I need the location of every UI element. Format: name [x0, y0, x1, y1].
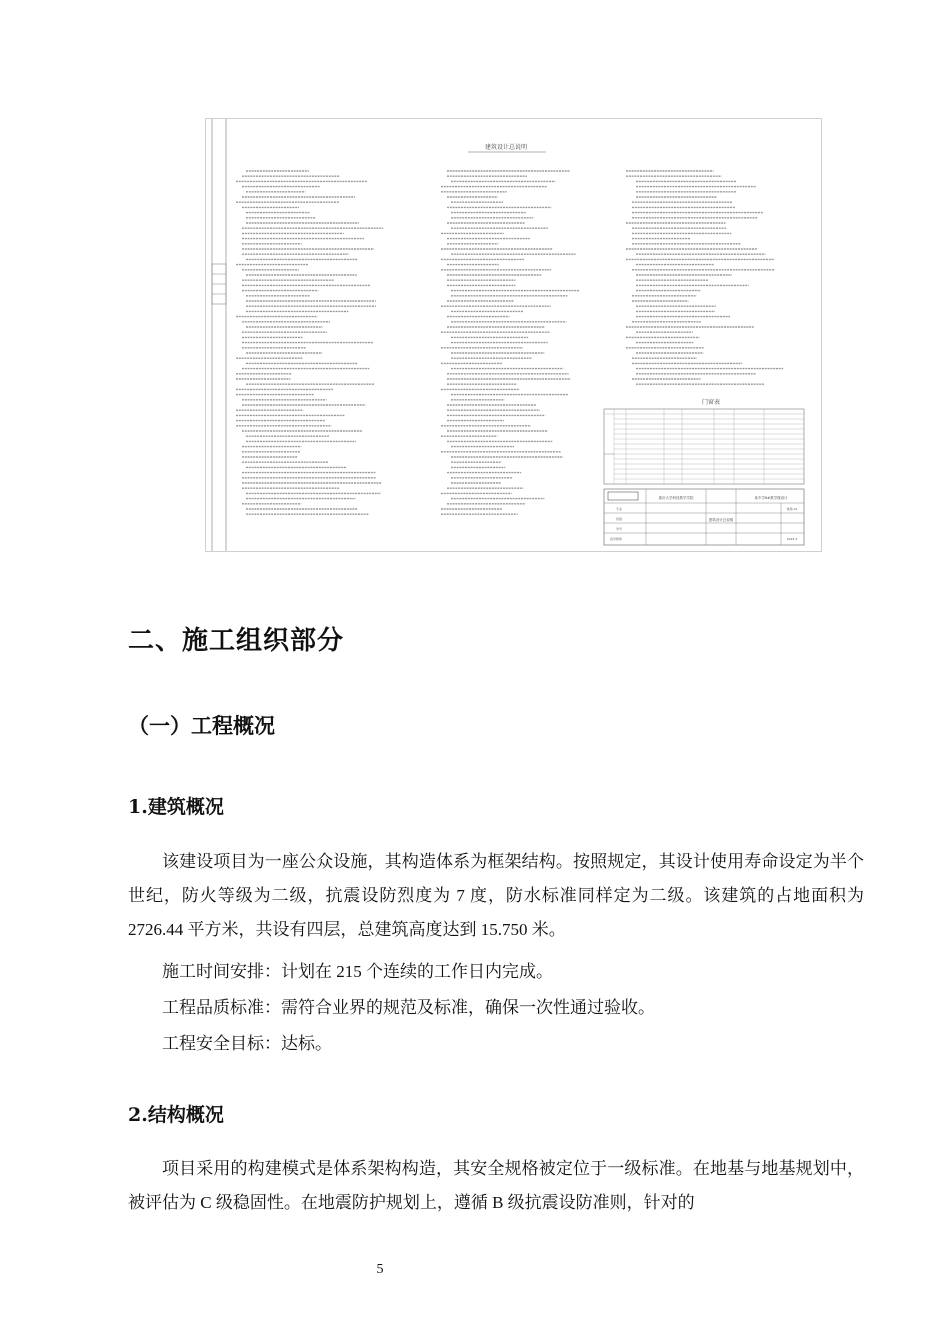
- quality-line: 工程品质标准：需符合业界的规范及标准，确保一次性通过验收。: [162, 998, 655, 1017]
- schedule-line: 施工时间安排：计划在 215 个连续的工作日内完成。: [162, 962, 553, 981]
- title-block-date: 2022.4: [786, 537, 798, 541]
- structure-overview-paragraph: 项目采用的构建模式是体系架构构造，其安全规格被定位于一级标准。在地基与地基规划中，被评估为 C 级稳固性。在地震防护规划上，遵循 B 级抗震设防准则，针对的: [128, 1159, 864, 1212]
- building-overview-paragraph: 该建设项目为一座公众设施，其构造体系为框架结构。按照规定，其设计使用寿命设定为半个世纪，防火等级为二级，抗震设防烈度为 7 度，防水标准同样定为二级。该建筑的占地面积为 2726.44 平方米，共设有四层，总建筑高度达到 15.750 米。: [128, 852, 864, 939]
- title-block-label-student-no: 学号: [616, 527, 623, 531]
- door-window-table-title: 门窗表: [701, 399, 721, 406]
- title-block-school: 重庆大学科技教学学院: [658, 496, 694, 500]
- title-block-label-advisor: 指导教师: [610, 537, 623, 541]
- section-title: 二、施工组织部分: [128, 626, 345, 656]
- title-block-project: 某中学6#教学楼设计: [754, 496, 788, 500]
- building-overview-heading: 1.建筑概况: [128, 796, 224, 818]
- title-block-drawing-name: 建筑设计总说明: [708, 518, 734, 522]
- structure-overview-heading: 2.结构概况: [128, 1104, 224, 1126]
- section-subtitle: （一）工程概况: [128, 714, 275, 738]
- title-block-sheet-no: 建施-01: [786, 507, 798, 511]
- title-block-label-class: 班级: [616, 517, 623, 521]
- architectural-drawing-image: [205, 118, 822, 552]
- drawing-sheet-title: 建筑设计总说明: [484, 144, 528, 151]
- safety-line: 工程安全目标：达标。: [162, 1034, 332, 1053]
- page-number: 5: [376, 1262, 384, 1277]
- title-block-label-major: 专业: [616, 507, 623, 511]
